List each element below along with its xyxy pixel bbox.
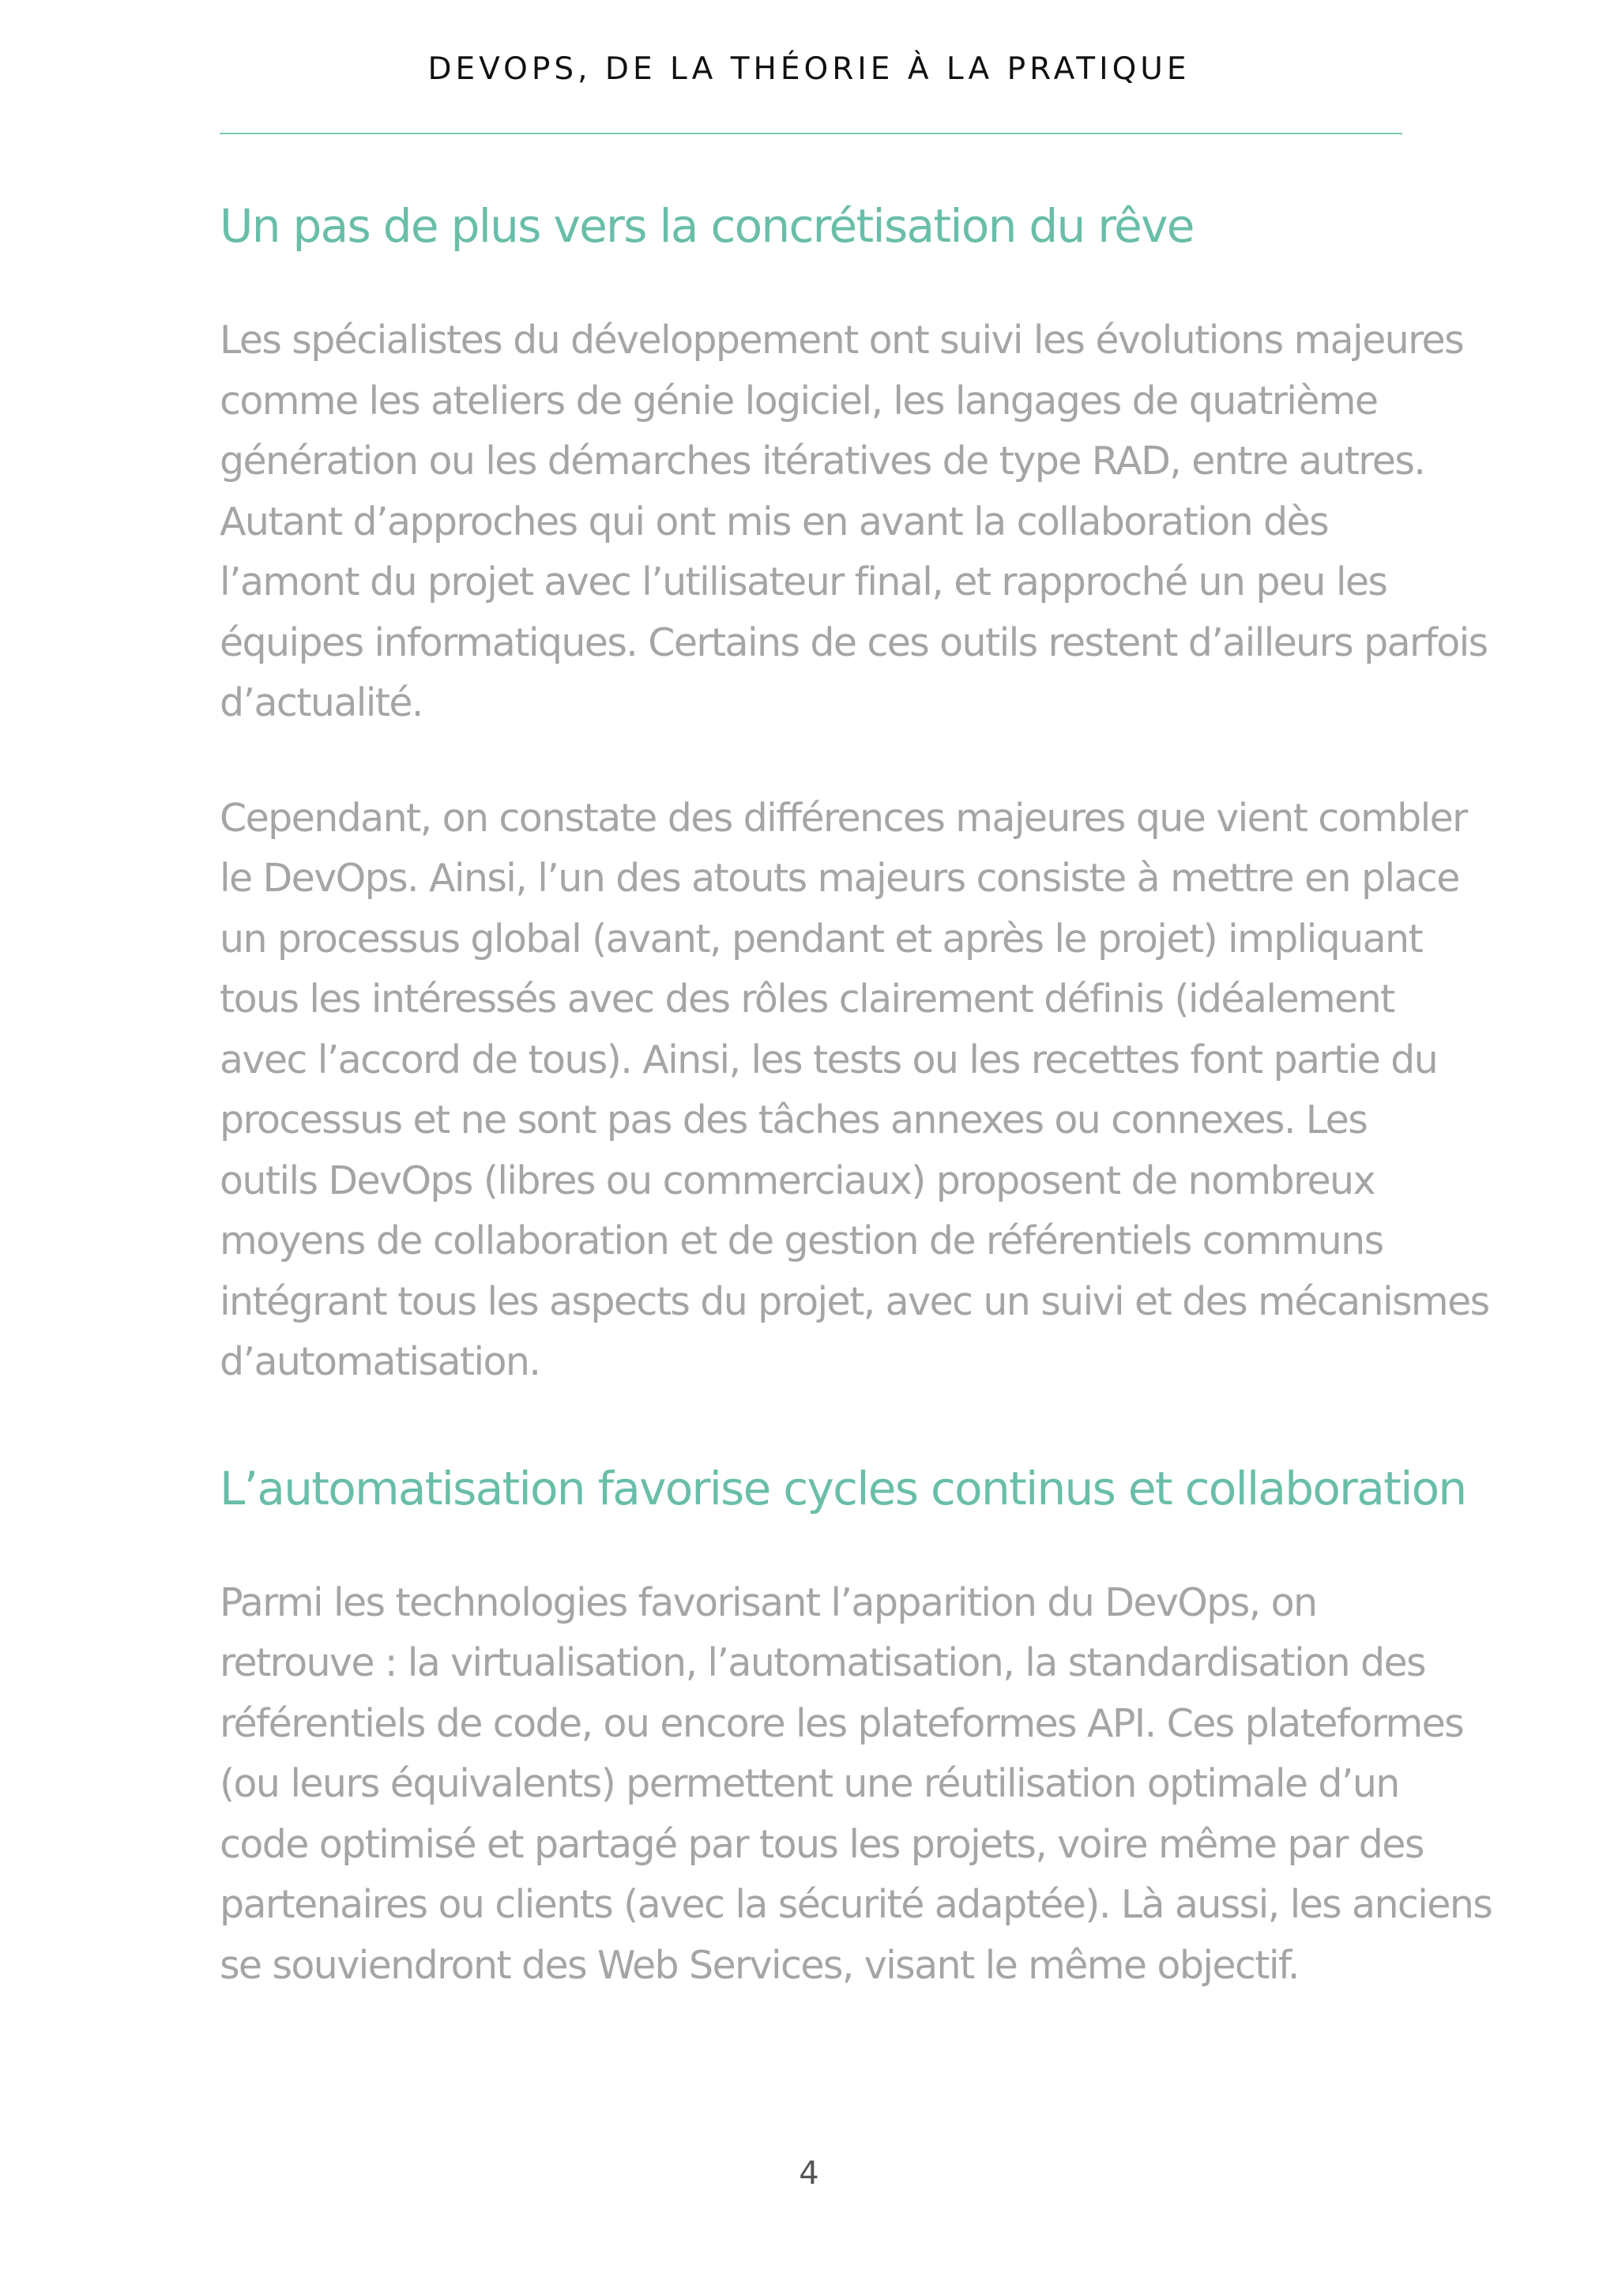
paragraph-line: (ou leurs équivalents) permettent une réutilisation optimale d’un [220, 1761, 1399, 1806]
body-paragraph [220, 789, 1489, 1393]
paragraph-line: retrouve : la virtualisation, l’automatisation, la standardisation des [220, 1640, 1425, 1685]
paragraph-line: un processus global (avant, pendant et après le projet) impliquant [220, 916, 1423, 962]
section-title-concretisation: Un pas de plus vers la concrétisation du rêve [220, 199, 1194, 253]
paragraph-line: intégrant tous les aspects du projet, avec un suivi et des mécanismes [220, 1278, 1489, 1324]
paragraph-line: référentiels de code, ou encore les plateformes API. Ces plateformes [220, 1700, 1464, 1746]
paragraph-line: Les spécialistes du développement ont suivi les évolutions majeures [220, 318, 1464, 363]
paragraph-line: Autant d’approches qui ont mis en avant la collaboration dès [220, 499, 1329, 544]
paragraph-line: code optimisé et partagé par tous les projets, voire même par des [220, 1821, 1424, 1867]
paragraph-line: outils DevOps (libres ou commerciaux) proposent de nombreux [220, 1157, 1375, 1203]
body-paragraph [220, 311, 1488, 734]
paragraph-line: équipes informatiques. Certains de ces outils restent d’ailleurs parfois [220, 619, 1488, 665]
page-content [220, 194, 1492, 1996]
paragraph-line: avec l’accord de tous). Ainsi, les tests ou les recettes font partie du [220, 1037, 1438, 1082]
paragraph-line: Parmi les technologies favorisant l’apparition du DevOps, on [220, 1579, 1317, 1625]
paragraph-line: d’actualité. [220, 680, 423, 725]
paragraph-line: l’amont du projet avec l’utilisateur final, et rapproché un peu les [220, 559, 1387, 604]
body-paragraph [220, 1573, 1492, 1997]
section-title-automatisation: L’automatisation favorise cycles continus et collaboration [220, 1461, 1466, 1515]
page-number: 4 [799, 2155, 819, 2192]
paragraph-line: comme les ateliers de génie logiciel, les langages de quatrième [220, 378, 1378, 423]
paragraph-line: Cependant, on constate des différences majeures que vient combler [220, 795, 1467, 841]
paragraph-line: partenaires ou clients (avec la sécurité adaptée). Là aussi, les anciens [220, 1882, 1492, 1927]
paragraph-line: se souviendront des Web Services, visant le même objectif. [220, 1942, 1299, 1988]
paragraph-line: le DevOps. Ainsi, l’un des atouts majeurs consiste à mettre en place [220, 856, 1459, 901]
paragraph-line: moyens de collaboration et de gestion de référentiels communs [220, 1218, 1383, 1263]
paragraph-line: tous les intéressés avec des rôles clairement définis (idéalement [220, 977, 1394, 1022]
paragraph-line: génération ou les démarches itératives de type RAD, entre autres. [220, 438, 1425, 484]
running-header-title: DEVOPS, DE LA THÉORIE À LA PRATIQUE [427, 51, 1191, 87]
paragraph-line: d’automatisation. [220, 1339, 540, 1384]
paragraph-line: processus et ne sont pas des tâches annexes ou connexes. Les [220, 1097, 1368, 1142]
header-divider [220, 133, 1402, 134]
